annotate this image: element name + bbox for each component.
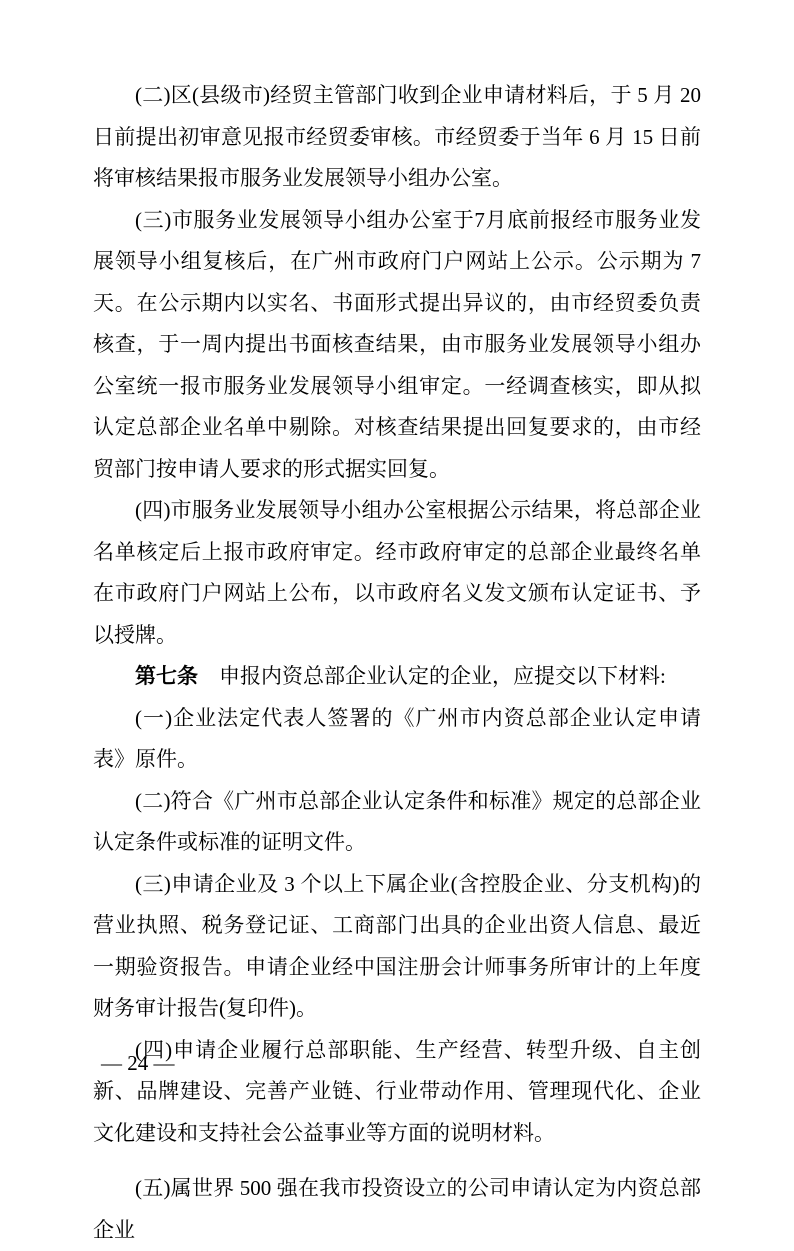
article-7-text: 申报内资总部企业认定的企业，应提交以下材料: — [198, 664, 666, 688]
document-body — [93, 75, 701, 1251]
article-7-paragraph — [93, 656, 701, 698]
clause-3-publicity-paragraph: (三)市服务业发展领导小组办公室于7月底前报经市服务业发展领导小组复核后，在广州市政府门户网站上公示。公示期为 7 天。在公示期内以实名、书面形式提出异议的，由市经贸委负责核查，于一周内提出书面核查结果，由市服务业发展领导小组办公室统一报市服务业发展领导小组审定。一经调查核实，即从拟认定总部企业名单中剔除。对核查结果提出回复要求的，由市经贸部门按申请人要求的形式据实回复。 — [93, 207, 701, 481]
material-4-functions-description-paragraph: (四)申请企业履行总部职能、生产经营、转型升级、自主创新、品牌建设、完善产业链、行业带动作用、管理现代化、企业文化建设和支持社会公益事业等方面的说明材料。 — [93, 1037, 701, 1145]
page-number: — 24 — — [101, 1051, 175, 1075]
material-3-licenses-reports-paragraph: (三)申请企业及 3 个以上下属企业(含控股企业、分支机构)的营业执照、税务登记证、工商部门出具的企业出资人信息、最近一期验资报告。申请企业经中国注册会计师事务所审计的上年度财务审计报告(复印件)。 — [93, 871, 701, 1020]
material-5-fortune-500-paragraph: (五)属世界 500 强在我市投资设立的公司申请认定为内资总部企业 — [93, 1176, 701, 1242]
material-1-application-form-paragraph: (一)企业法定代表人签署的《广州市内资总部企业认定申请表》原件。 — [93, 705, 701, 771]
clause-2-district-review-paragraph: (二)区(县级市)经贸主管部门收到企业申请材料后，于 5 月 20 日前提出初审意见报市经贸委审核。市经贸委于当年 6 月 15 日前将审核结果报市服务业发展领导小组办公室。 — [93, 83, 701, 190]
article-7-label: 第七条 — [135, 664, 198, 688]
clause-4-final-list-paragraph: (四)市服务业发展领导小组办公室根据公示结果，将总部企业名单核定后上报市政府审定。经市政府审定的总部企业最终名单在市政府门户网站上公布，以市政府名义发文颁布认定证书、予以授牌。 — [93, 498, 701, 647]
material-2-certification-documents-paragraph: (二)符合《广州市总部企业认定条件和标准》规定的总部企业认定条件或标准的证明文件。 — [93, 788, 701, 854]
